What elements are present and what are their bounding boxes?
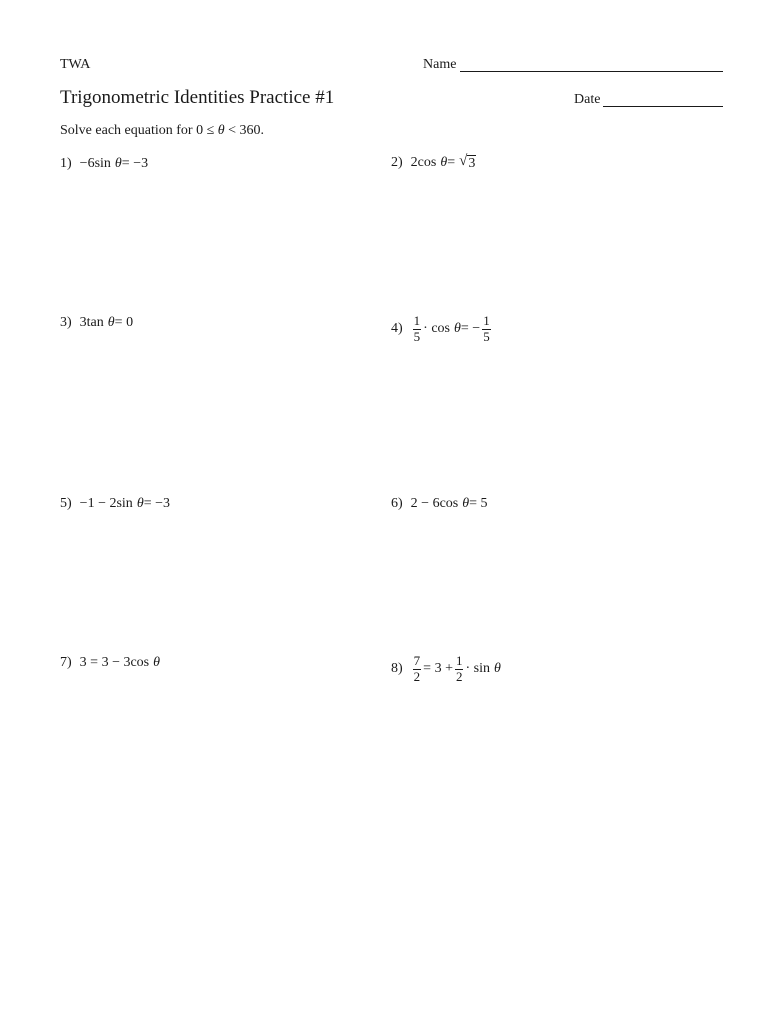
instructions-prefix: Solve each equation for 0 ≤	[60, 123, 218, 138]
equation-part: · sin	[465, 661, 490, 677]
instructions	[60, 124, 264, 138]
date-field-line[interactable]	[603, 106, 723, 107]
problem-5	[60, 496, 170, 512]
problem-equation	[80, 315, 133, 331]
radical-sign-icon: √	[459, 153, 468, 169]
fraction-denominator: 5	[413, 328, 421, 344]
theta-symbol: θ	[493, 661, 501, 677]
fraction-numerator: 7	[413, 653, 421, 668]
theta-symbol: θ	[454, 321, 461, 337]
theta-symbol: θ	[136, 496, 144, 511]
equation-part: = 5	[469, 496, 488, 511]
fraction	[413, 654, 422, 685]
name-field-line[interactable]	[460, 71, 723, 72]
fraction	[413, 314, 422, 345]
fraction	[455, 654, 464, 685]
problem-number: 8)	[391, 661, 403, 677]
problem-equation	[80, 655, 160, 671]
equation-part: 2cos	[410, 154, 437, 170]
instructions-theta: θ	[217, 123, 225, 138]
square-root	[459, 154, 476, 171]
equation-part: 3tan	[79, 315, 104, 330]
fraction	[482, 314, 491, 345]
equation-part: = 0	[114, 315, 134, 330]
problem-1	[60, 156, 148, 172]
date-label: Date	[574, 92, 601, 107]
teacher-initials: TWA	[60, 57, 91, 72]
theta-symbol: θ	[153, 655, 161, 670]
problem-equation	[411, 154, 477, 171]
theta-symbol: θ	[114, 156, 122, 171]
problem-8	[391, 654, 501, 685]
theta-symbol: θ	[107, 315, 115, 330]
problem-number: 4)	[391, 321, 403, 337]
equation-part: = −	[460, 321, 481, 337]
problem-equation	[80, 496, 170, 512]
theta-symbol: θ	[440, 154, 448, 170]
problem-6	[391, 496, 488, 512]
fraction-numerator: 1	[483, 313, 490, 328]
problem-number: 2)	[391, 154, 403, 170]
fraction-denominator: 5	[483, 328, 490, 344]
equation-part: =	[447, 154, 456, 170]
problem-number: 1)	[60, 156, 72, 171]
problem-4	[391, 314, 493, 345]
equation-part: −6sin	[79, 156, 111, 171]
problem-number: 5)	[60, 496, 72, 511]
worksheet-title: Trigonometric Identities Practice #1	[60, 87, 335, 108]
fraction-numerator: 1	[455, 653, 463, 668]
equation-part: 2 − 6cos	[410, 496, 459, 511]
problem-equation	[411, 496, 488, 512]
problem-number: 6)	[391, 496, 403, 511]
equation-part: · cos	[423, 321, 450, 337]
problem-7	[60, 655, 160, 671]
problem-2	[391, 154, 476, 171]
problem-number: 7)	[60, 655, 72, 670]
equation-part: 3 = 3 − 3cos	[79, 655, 150, 670]
radicand: 3	[468, 156, 476, 171]
fraction-denominator: 2	[413, 668, 421, 684]
problem-equation	[411, 314, 493, 345]
problem-equation	[80, 156, 148, 172]
equation-part: = −3	[121, 156, 149, 171]
equation-part: −1 − 2sin	[79, 496, 133, 511]
equation-part: = 3 +	[423, 661, 453, 677]
name-label: Name	[423, 57, 457, 72]
problem-3	[60, 315, 133, 331]
problem-number: 3)	[60, 315, 72, 330]
fraction-denominator: 2	[455, 668, 463, 684]
instructions-suffix: < 360.	[224, 123, 265, 138]
theta-symbol: θ	[462, 496, 470, 511]
fraction-numerator: 1	[413, 313, 421, 328]
equation-part: = −3	[143, 496, 170, 511]
problem-equation	[411, 654, 501, 685]
